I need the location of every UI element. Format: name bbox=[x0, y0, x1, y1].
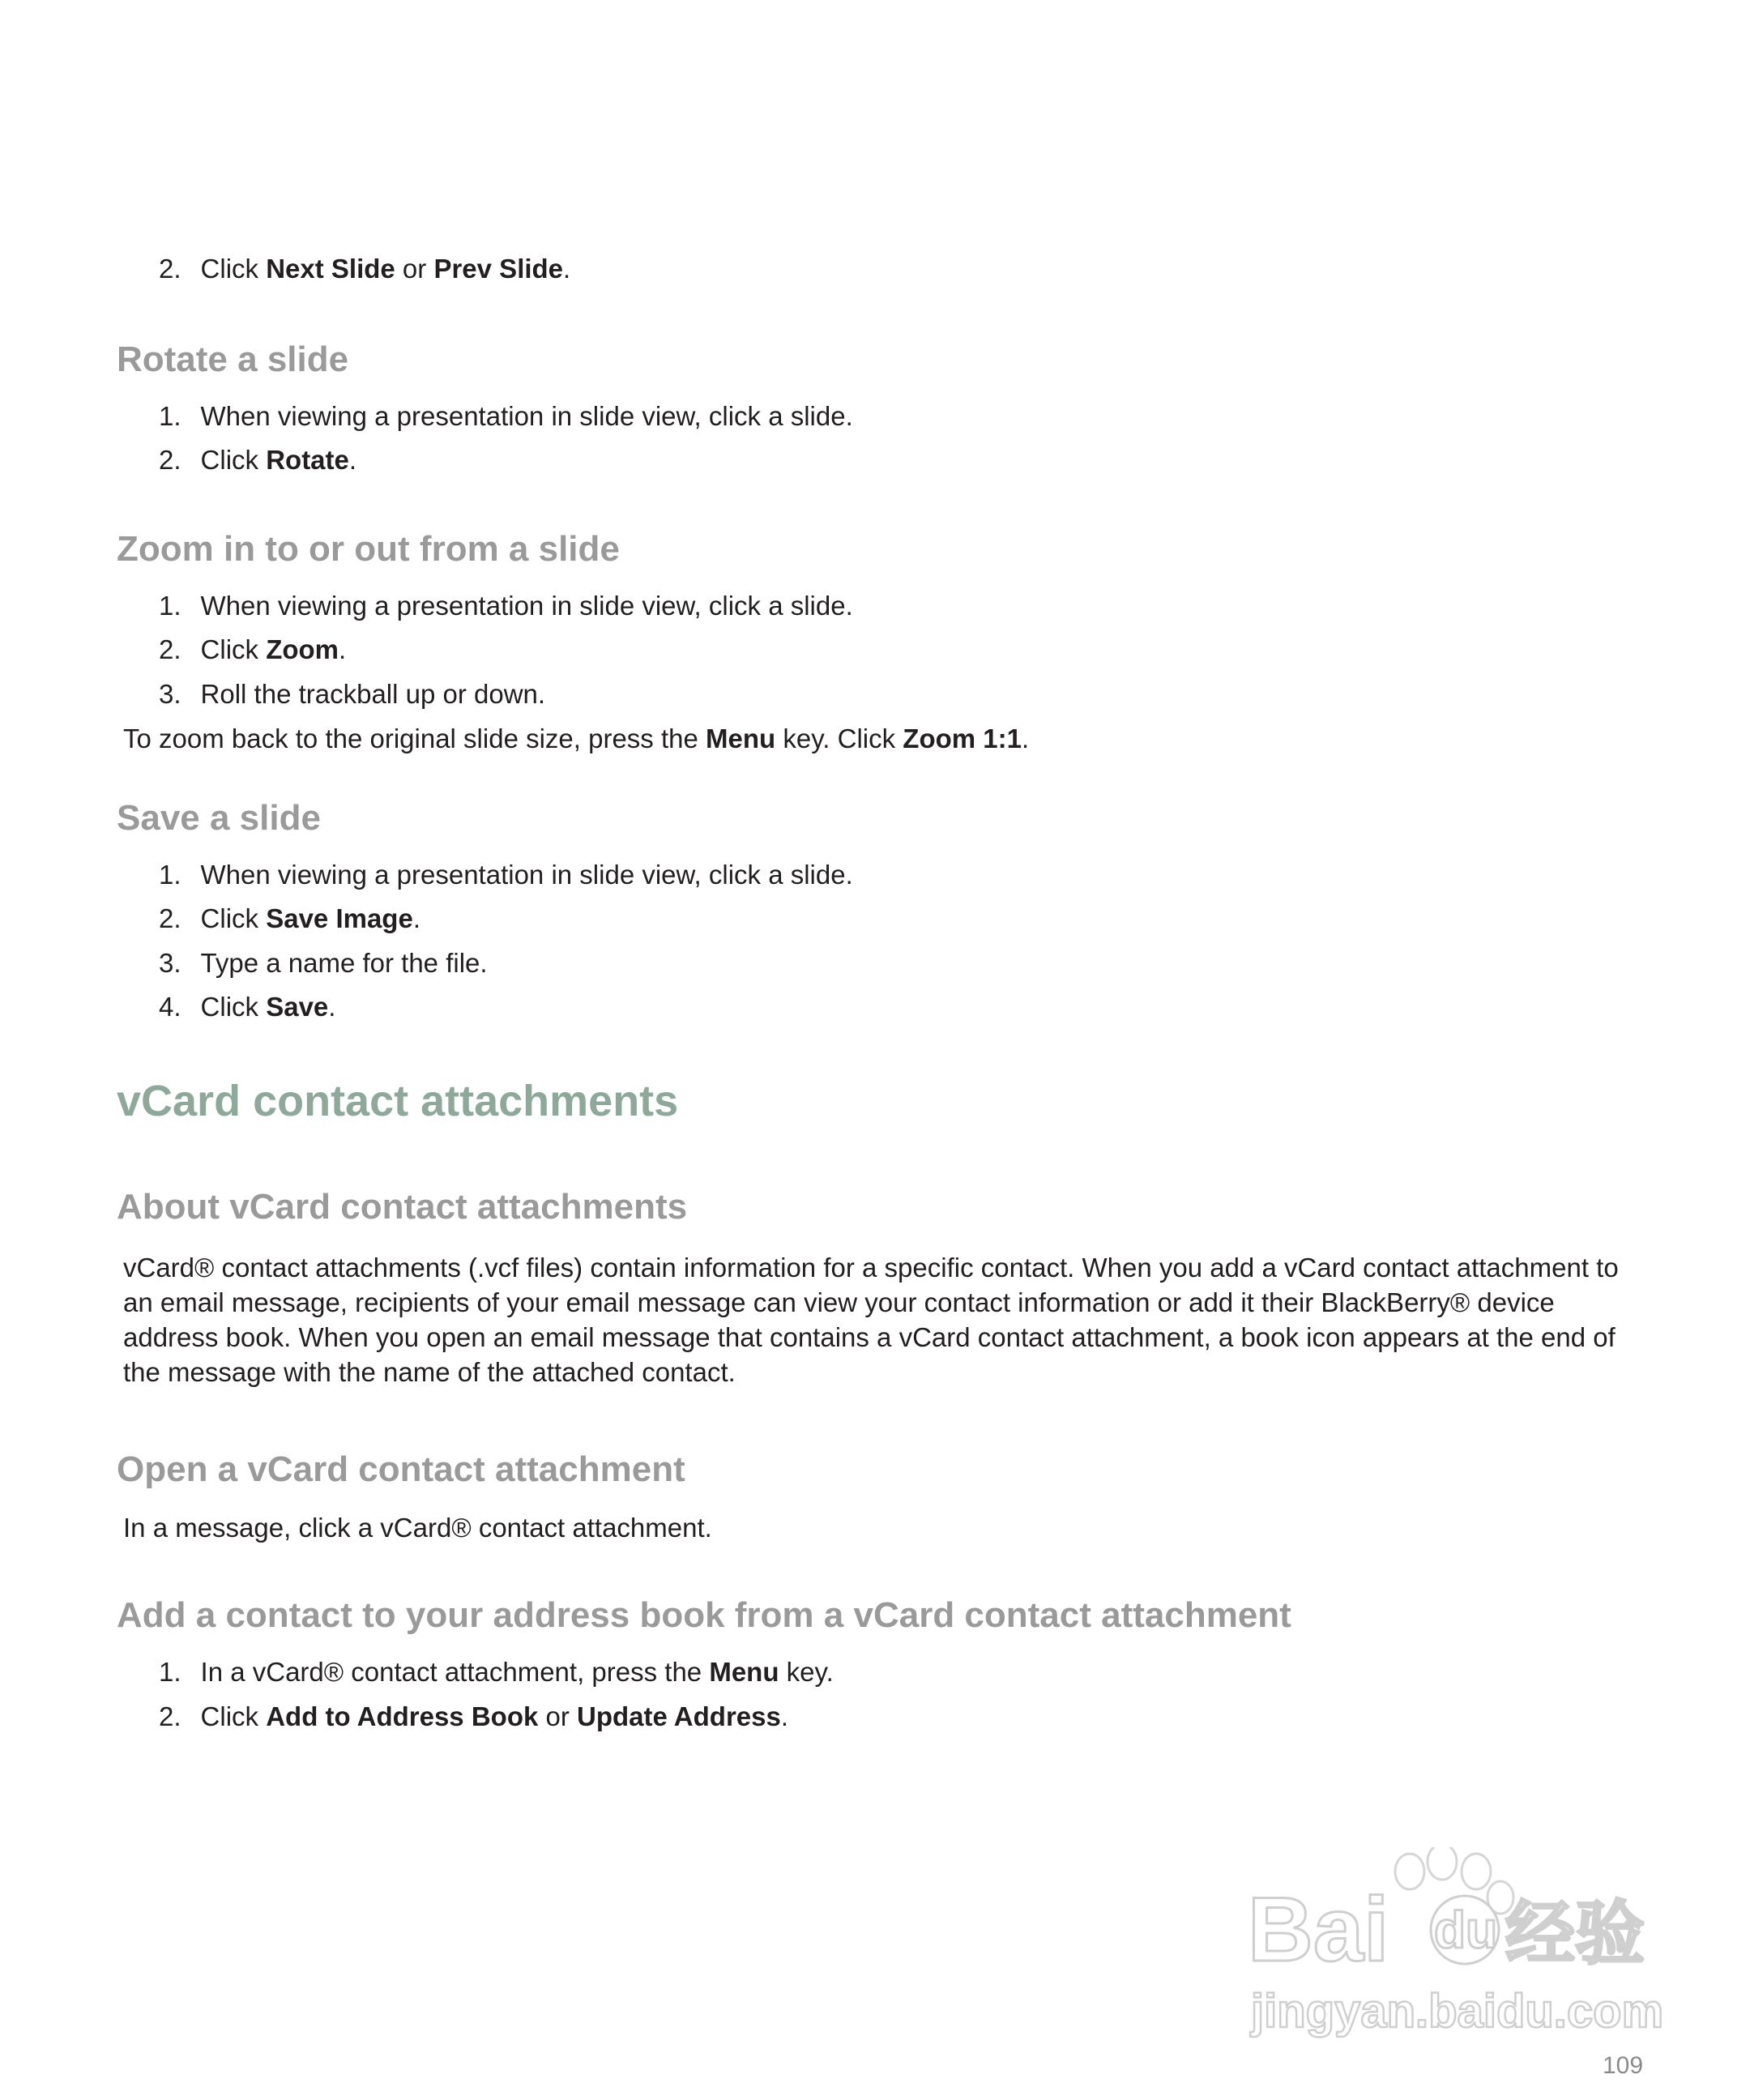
page-number: 109 bbox=[1603, 2052, 1644, 2079]
about-vcard-text: vCard® contact attachments (.vcf files) contain information for a specific contact. When you add a vCard contact attachment to an email message, recipients of your email message can view your contact information or add it their BlackBerry® device address book. When you open an email message that contains a vCard contact attachment, a book icon appears at the end of the message with the name of the attached contact. bbox=[123, 1253, 1619, 1387]
watermark-du-badge bbox=[1431, 1896, 1499, 1964]
step-save-1: 1. When viewing a presentation in slide view, click a slide. bbox=[159, 860, 853, 890]
step-rotate-2: 2. Click Rotate. bbox=[159, 445, 357, 475]
step-save-2: 2. Click Save Image. bbox=[159, 903, 420, 933]
open-vcard-text: In a message, click a vCard® contact attachment. bbox=[123, 1513, 712, 1543]
step-zoom-3: 3. Roll the trackball up or down. bbox=[159, 679, 546, 709]
svg-text:du: du bbox=[1434, 1901, 1498, 1959]
section-title-vcard: vCard contact attachments bbox=[117, 1077, 679, 1125]
step-rotate-1: 1. When viewing a presentation in slide view, click a slide. bbox=[159, 401, 853, 431]
heading-about-vcard: About vCard contact attachments bbox=[117, 1187, 688, 1227]
heading-rotate-slide: Rotate a slide bbox=[117, 339, 349, 379]
heading-save-slide: Save a slide bbox=[117, 798, 321, 838]
step-zoom-2: 2. Click Zoom. bbox=[159, 634, 347, 664]
heading-zoom-slide: Zoom in to or out from a slide bbox=[117, 529, 620, 569]
step-add-contact-1: 1. In a vCard® contact attachment, press the Menu key. bbox=[159, 1657, 834, 1687]
baidu-watermark bbox=[1248, 1847, 1669, 2042]
step-add-contact-2: 2. Click Add to Address Book or Update Address. bbox=[159, 1701, 789, 1731]
heading-open-vcard: Open a vCard contact attachment bbox=[117, 1449, 685, 1489]
heading-add-contact-vcard: Add a contact to your address book from a vCard contact attachment bbox=[117, 1595, 1291, 1635]
watermark-url: jingyan.baidu.com bbox=[1251, 1985, 1664, 2038]
zoom-note: To zoom back to the original slide size, press the Menu key. Click Zoom 1:1. bbox=[123, 723, 1030, 753]
watermark-cn: 经验 bbox=[1505, 1893, 1645, 1974]
step-next-prev-slide: 2. Click Next Slide or Prev Slide. bbox=[159, 254, 571, 284]
watermark-brand: Bai bbox=[1248, 1879, 1389, 1980]
step-zoom-1: 1. When viewing a presentation in slide view, click a slide. bbox=[159, 591, 853, 621]
step-save-3: 3. Type a name for the file. bbox=[159, 948, 488, 978]
step-save-4: 4. Click Save. bbox=[159, 992, 336, 1022]
